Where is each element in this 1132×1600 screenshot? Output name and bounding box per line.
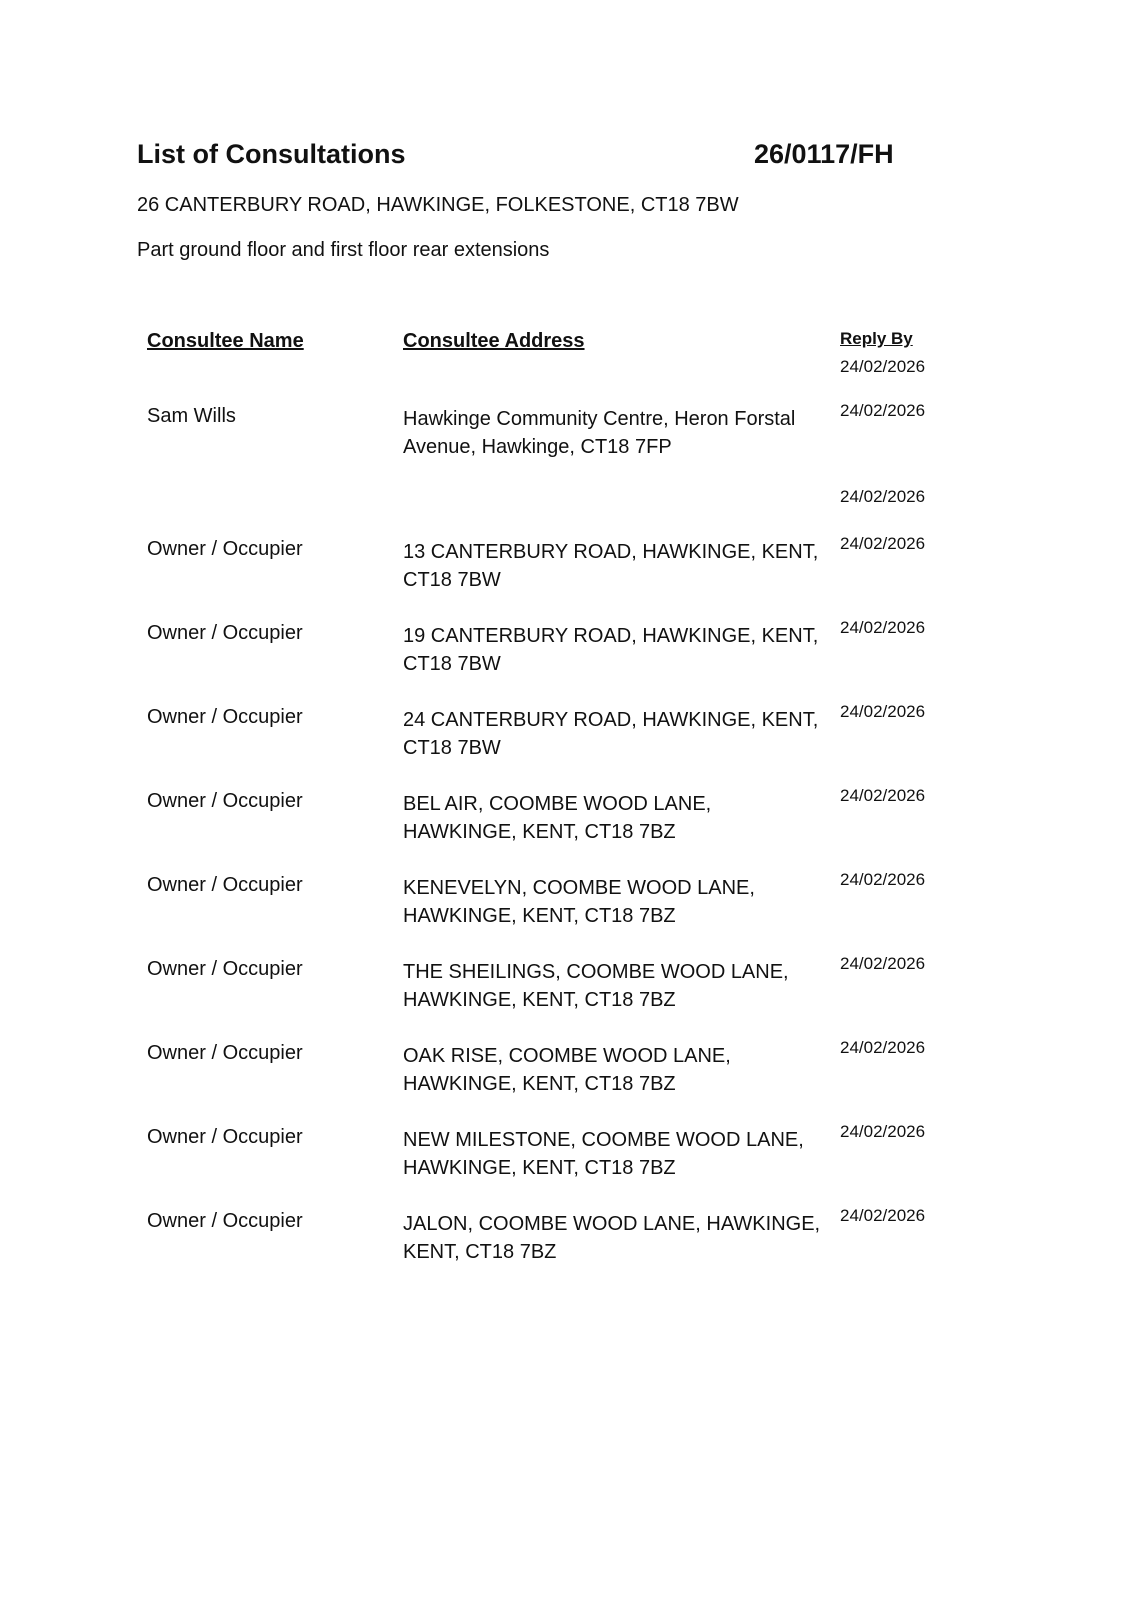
consultee-name: Owner / Occupier: [147, 538, 303, 560]
consultee-name: Owner / Occupier: [147, 874, 303, 896]
reply-by-date: 24/02/2026: [840, 534, 926, 553]
consultee-address: KENEVELYN, COOMBE WOOD LANE, HAWKINGE, KENT, CT18 7BZ: [403, 877, 755, 927]
consultee-address: NEW MILESTONE, COOMBE WOOD LANE, HAWKINGE, KENT, CT18 7BZ: [403, 1129, 804, 1179]
reply-by-date: 24/02/2026: [840, 786, 926, 805]
reply-by-date: 24/02/2026: [840, 1206, 926, 1225]
column-header-consultee-name: Consultee Name: [147, 330, 304, 352]
reply-by-date: 24/02/2026: [840, 1122, 926, 1141]
consultee-address: OAK RISE, COOMBE WOOD LANE, HAWKINGE, KENT, CT18 7BZ: [403, 1045, 731, 1095]
proposal-description: Part ground floor and first floor rear extensions: [137, 239, 550, 261]
consultee-name: Owner / Occupier: [147, 706, 303, 728]
reply-by-date: 24/02/2026: [840, 401, 926, 420]
consultee-name: Sam Wills: [147, 405, 236, 427]
consultee-name: Owner / Occupier: [147, 958, 303, 980]
reply-by-date: 24/02/2026: [840, 870, 926, 889]
reply-by-date: 24/02/2026: [840, 618, 926, 637]
column-header-consultee-address: Consultee Address: [403, 330, 585, 352]
consultee-name: Owner / Occupier: [147, 1126, 303, 1148]
reply-by-date: 24/02/2026: [840, 1038, 926, 1057]
reply-by-date: 24/02/2026: [840, 702, 926, 721]
column-header-reply-by: Reply By: [840, 329, 913, 348]
site-address: 26 CANTERBURY ROAD, HAWKINGE, FOLKESTONE, CT18 7BW: [137, 194, 739, 216]
application-reference: 26/0117/FH: [754, 139, 894, 169]
consultee-name: Owner / Occupier: [147, 622, 303, 644]
page-title: List of Consultations: [137, 139, 406, 169]
consultee-name: Owner / Occupier: [147, 1042, 303, 1064]
consultee-address: 19 CANTERBURY ROAD, HAWKINGE, KENT, CT18 7BW: [403, 625, 819, 675]
reply-by-date: 24/02/2026: [840, 487, 926, 506]
reply-by-header-date: 24/02/2026: [840, 357, 926, 376]
consultee-address: THE SHEILINGS, COOMBE WOOD LANE, HAWKINGE, KENT, CT18 7BZ: [403, 961, 789, 1011]
consultee-address: BEL AIR, COOMBE WOOD LANE, HAWKINGE, KENT, CT18 7BZ: [403, 793, 712, 843]
consultee-name: Owner / Occupier: [147, 790, 303, 812]
consultee-address: 13 CANTERBURY ROAD, HAWKINGE, KENT, CT18 7BW: [403, 541, 819, 591]
reply-by-date: 24/02/2026: [840, 954, 926, 973]
consultee-name: Owner / Occupier: [147, 1210, 303, 1232]
consultee-address: JALON, COOMBE WOOD LANE, HAWKINGE, KENT, CT18 7BZ: [403, 1213, 821, 1263]
consultee-address: 24 CANTERBURY ROAD, HAWKINGE, KENT, CT18 7BW: [403, 709, 819, 759]
consultee-address: Hawkinge Community Centre, Heron Forstal Avenue, Hawkinge, CT18 7FP: [403, 408, 796, 458]
